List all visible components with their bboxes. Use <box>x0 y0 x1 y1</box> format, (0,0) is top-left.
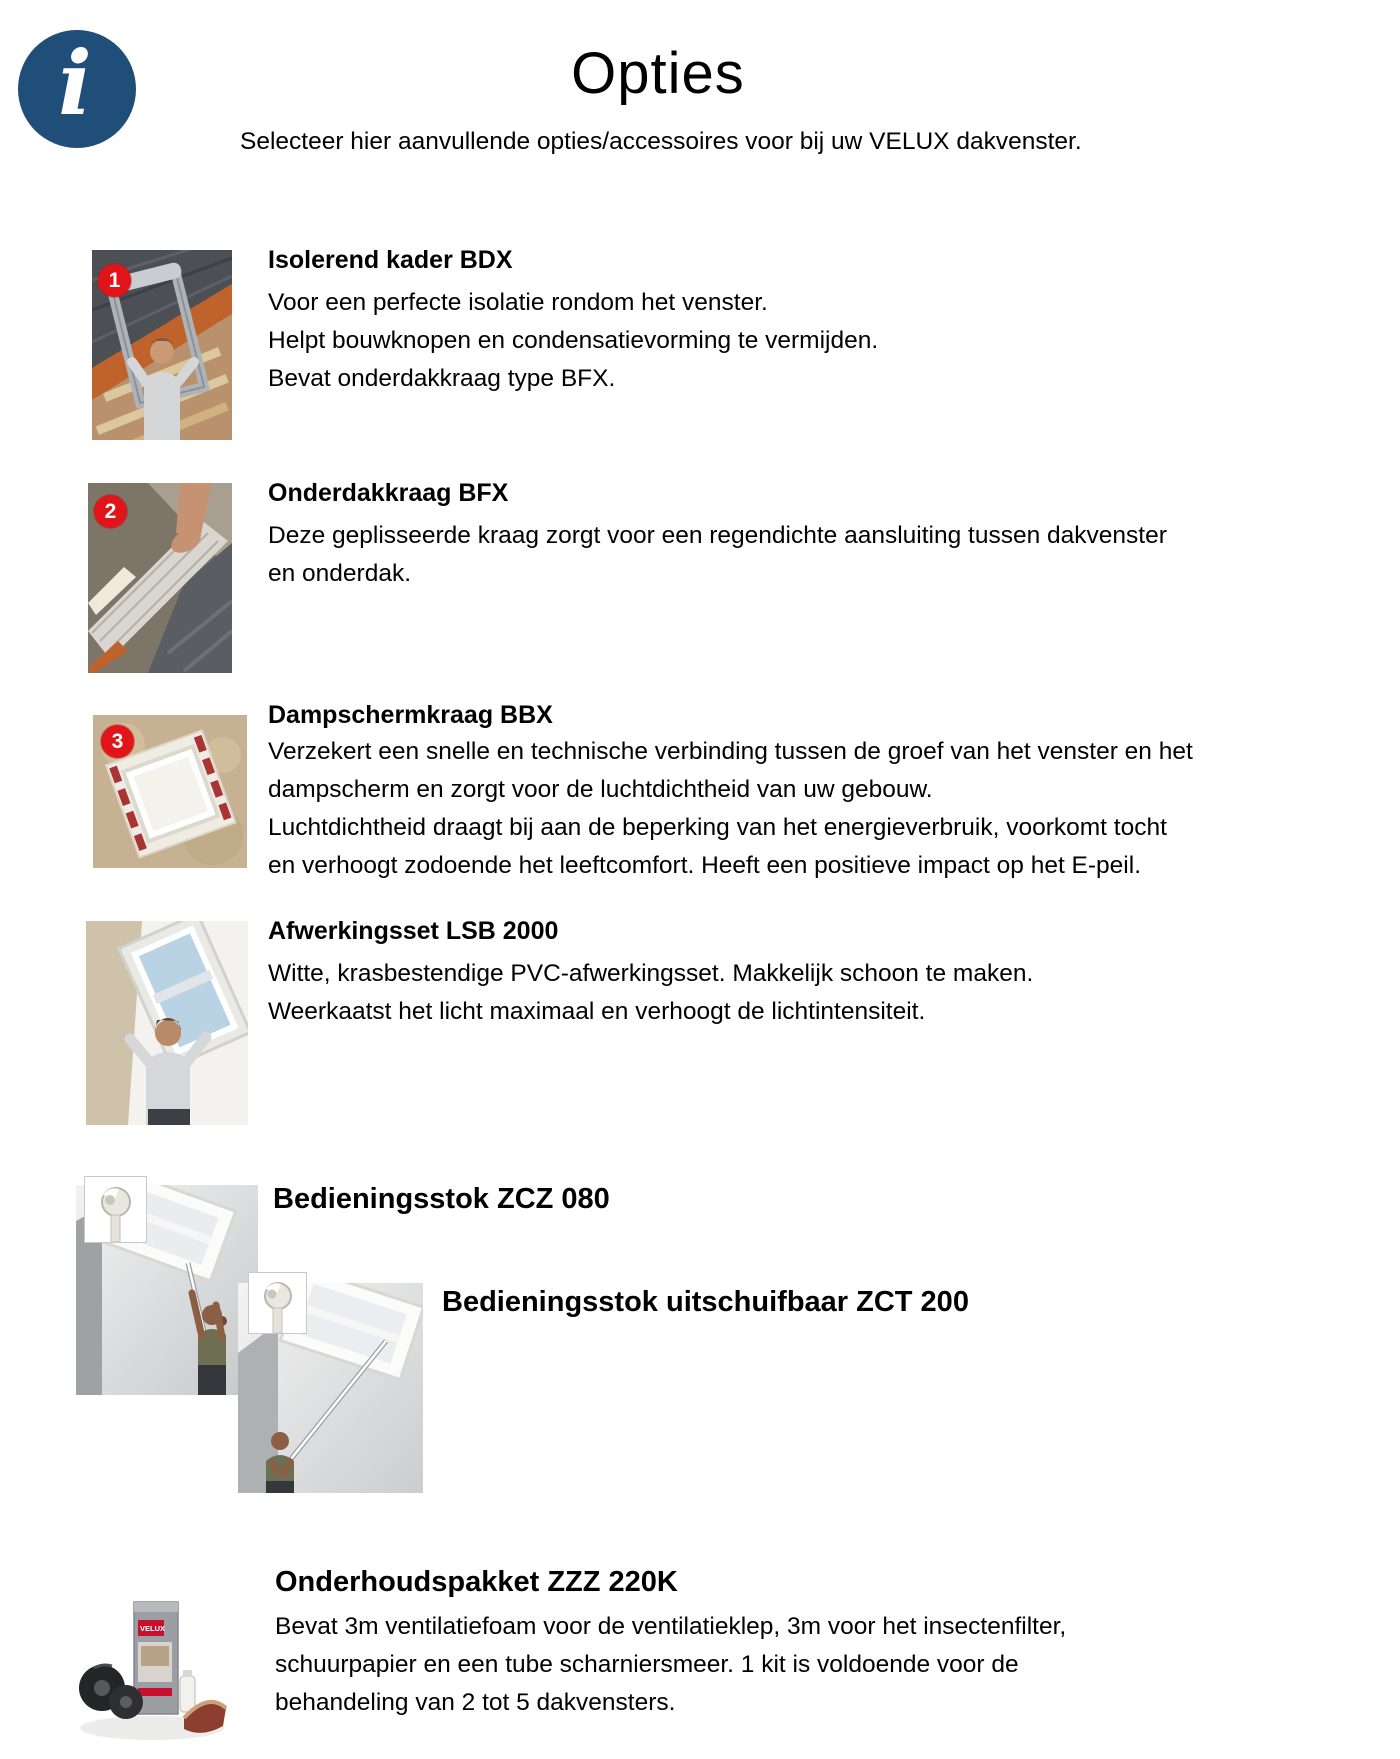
option-title-zcz: Bedieningsstok ZCZ 080 <box>273 1183 610 1215</box>
option-description-bfx <box>268 517 1167 593</box>
option-title-bbx: Dampschermkraag BBX <box>268 701 553 729</box>
page-subtitle: Selecteer hier aanvullende opties/accessoires voor bij uw VELUX dakvenster. <box>240 128 1082 155</box>
lsb-product-photo <box>86 921 248 1125</box>
option-description-lsb <box>268 955 1033 1031</box>
page-title: Opties <box>571 41 745 106</box>
zct-product-photo <box>238 1283 423 1493</box>
text-line: Helpt bouwknopen en condensatievorming te vermijden. <box>268 327 879 354</box>
text-line: Deze geplisseerde kraag zorgt voor een regendichte aansluiting tussen dakvenster <box>268 522 1167 549</box>
text-line: Verzekert een snelle en technische verbinding tussen de groef van het venster en het <box>268 738 1193 765</box>
zcz-product-photo <box>76 1185 258 1395</box>
text-line: behandeling van 2 tot 5 dakvensters. <box>275 1689 676 1716</box>
option-description-zzz <box>275 1608 1066 1722</box>
rod-hook-icon <box>84 1176 147 1243</box>
text-line: Weerkaatst het licht maximaal en verhoogt de lichtintensiteit. <box>268 998 926 1025</box>
velux-brand-label: VELUX <box>140 1624 166 1633</box>
zzz-photo-illustration <box>72 1596 230 1744</box>
rod-hook-icon <box>248 1272 307 1334</box>
rod-hook-illustration <box>249 1273 306 1333</box>
option-description-bdx <box>268 284 878 398</box>
option-title-bfx: Onderdakkraag BFX <box>268 479 509 507</box>
option-title-bdx: Isolerend kader BDX <box>268 246 513 274</box>
text-line: en verhoogt zodoende het leeftcomfort. Heeft een positieve impact op het E-peil. <box>268 852 1142 879</box>
text-line: dampscherm en zorgt voor de luchtdichtheid van uw gebouw. <box>268 776 933 803</box>
text-line: schuurpapier en een tube scharniersmeer. 1 kit is voldoende voor de <box>275 1651 1019 1678</box>
lsb-photo-illustration <box>86 921 248 1125</box>
text-line: Bevat onderdakkraag type BFX. <box>268 365 616 392</box>
text-line: Voor een perfecte isolatie rondom het venster. <box>268 289 768 316</box>
item-number-badge: 1 <box>98 264 131 297</box>
bdx-product-photo <box>92 250 232 440</box>
text-line: Luchtdichtheid draagt bij aan de beperking van het energieverbruik, voorkomt tocht <box>268 814 1167 841</box>
item-number-badge: 2 <box>94 495 127 528</box>
option-description-bbx <box>268 733 1193 885</box>
text-line: Bevat 3m ventilatiefoam voor de ventilatieklep, 3m voor het insectenfilter, <box>275 1613 1067 1640</box>
zzz-product-photo <box>72 1596 230 1744</box>
option-title-zct: Bedieningsstok uitschuifbaar ZCT 200 <box>442 1286 969 1318</box>
option-title-lsb: Afwerkingsset LSB 2000 <box>268 917 559 945</box>
text-line: en onderdak. <box>268 560 412 587</box>
bfx-product-photo <box>88 483 232 673</box>
item-number-badge: 3 <box>101 725 134 758</box>
bbx-product-photo <box>93 715 247 868</box>
rod-hook-illustration <box>85 1177 146 1242</box>
option-title-zzz: Onderhoudspakket ZZZ 220K <box>275 1566 678 1598</box>
text-line: Witte, krasbestendige PVC-afwerkingsset. Makkelijk schoon te maken. <box>268 960 1034 987</box>
info-icon-glyph: i <box>58 31 92 135</box>
